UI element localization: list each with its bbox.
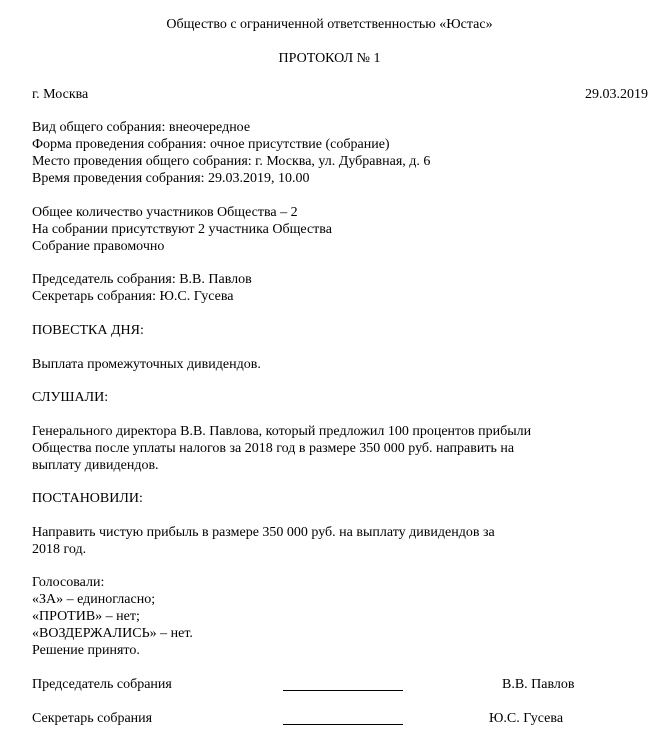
city: г. Москва: [32, 87, 89, 102]
meeting-time: Время проведения собрания: 29.03.2019, 10.00: [32, 171, 310, 186]
heard-line: Генерального директора В.В. Павлова, который предложил 100 процентов прибыли: [32, 424, 532, 439]
chair-signature-line: [283, 690, 403, 691]
secretary: Секретарь собрания: Ю.С. Гусева: [32, 289, 234, 304]
resolved-line: Направить чистую прибыль в размере 350 000 руб. на выплату дивидендов за: [32, 525, 495, 540]
heard-line: Общества после уплаты налогов за 2018 год в размере 350 000 руб. направить на: [32, 441, 515, 456]
voting-abstained: «ВОЗДЕРЖАЛИСЬ» – нет.: [32, 626, 193, 641]
decision-status: Решение принято.: [32, 643, 140, 658]
agenda-item: Выплата промежуточных дивидендов.: [32, 357, 261, 372]
meeting-type: Вид общего собрания: внеочередное: [32, 120, 251, 135]
document-title: ПРОТОКОЛ № 1: [278, 51, 381, 66]
total-participants: Общее количество участников Общества – 2: [32, 205, 298, 220]
meeting-place: Место проведения общего собрания: г. Москва, ул. Дубравная, д. 6: [32, 154, 431, 169]
voting-for: «ЗА» – единогласно;: [32, 592, 156, 607]
secretary-signature-label: Секретарь собрания: [32, 711, 153, 726]
document-date: 29.03.2019: [585, 87, 648, 102]
chairman: Председатель собрания: В.В. Павлов: [32, 272, 252, 287]
resolved-line: 2018 год.: [32, 542, 87, 557]
present-participants: На собрании присутствуют 2 участника Общества: [32, 222, 332, 237]
heard-heading: СЛУШАЛИ:: [32, 390, 109, 405]
chair-signature-name: В.В. Павлов: [502, 677, 575, 692]
heard-line: выплату дивидендов.: [32, 458, 159, 473]
voting-heading: Голосовали:: [32, 575, 105, 590]
secretary-signature-name: Ю.С. Гусева: [489, 711, 564, 726]
agenda-heading: ПОВЕСТКА ДНЯ:: [32, 323, 144, 338]
resolved-heading: ПОСТАНОВИЛИ:: [32, 491, 143, 506]
chair-signature-label: Председатель собрания: [32, 677, 172, 692]
meeting-form: Форма проведения собрания: очное присутствие (собрание): [32, 137, 390, 152]
quorum-status: Собрание правомочно: [32, 239, 165, 254]
organization-name: Общество с ограниченной ответственностью «Юстас»: [166, 17, 493, 32]
voting-against: «ПРОТИВ» – нет;: [32, 609, 140, 624]
secretary-signature-line: [283, 724, 403, 725]
